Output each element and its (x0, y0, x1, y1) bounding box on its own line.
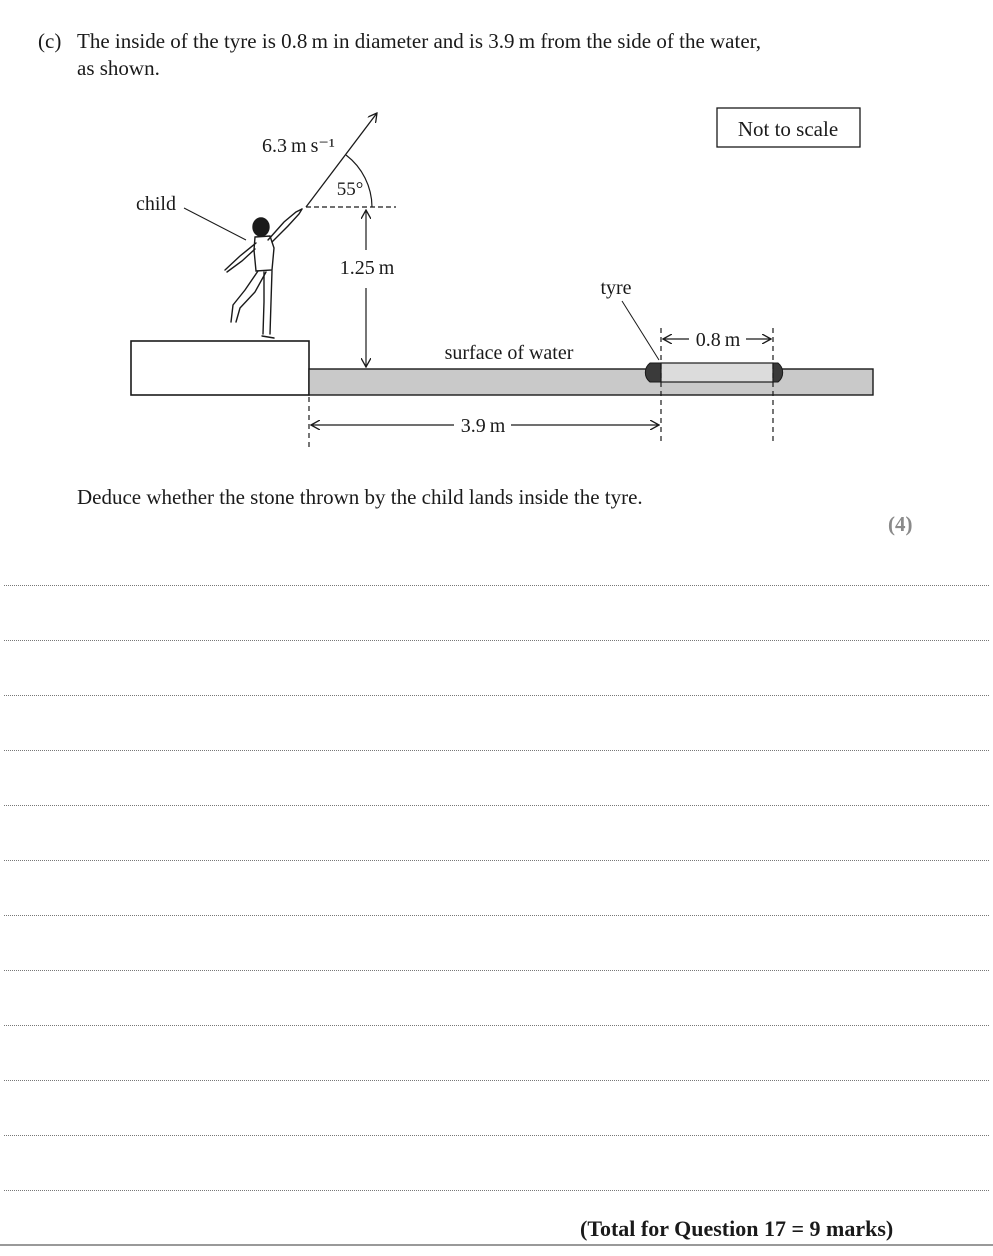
answer-line-7[interactable] (4, 915, 989, 916)
child-label: child (136, 193, 176, 215)
answer-line-10[interactable] (4, 1080, 989, 1081)
tyre (645, 363, 782, 382)
water-label: surface of water (444, 342, 574, 364)
tyre-diameter-label: 0.8 m (695, 329, 741, 351)
tyre-pointer-line (622, 301, 659, 360)
projectile-diagram (0, 95, 993, 455)
question-part-label: (c) (38, 29, 62, 53)
bank (131, 341, 309, 395)
total-marks-footer: (Total for Question 17 = 9 marks) (580, 1216, 894, 1241)
height-label: 1.25 m (339, 257, 395, 279)
answer-line-9[interactable] (4, 1025, 989, 1026)
child-figure (225, 209, 302, 338)
question-text-line-1: The inside of the tyre is 0.8 m in diameter and is 3.9 m from the side of the water, (77, 29, 762, 53)
answer-line-8[interactable] (4, 970, 989, 971)
answer-line-11[interactable] (4, 1135, 989, 1136)
water (309, 369, 873, 395)
speed-label: 6.3 m s⁻¹ (262, 135, 335, 157)
answer-line-1[interactable] (4, 585, 989, 586)
question-text-line-2: as shown. (77, 56, 160, 80)
not-to-scale-label: Not to scale (737, 117, 839, 141)
tyre-label: tyre (600, 277, 632, 299)
answer-line-5[interactable] (4, 805, 989, 806)
angle-label: 55° (336, 179, 364, 200)
answer-line-2[interactable] (4, 640, 989, 641)
answer-line-12[interactable] (4, 1190, 989, 1191)
distance-label: 3.9 m (460, 415, 506, 437)
marks-label: (4) (888, 512, 913, 536)
child-pointer-line (184, 208, 246, 240)
answer-line-3[interactable] (4, 695, 989, 696)
instruction-text: Deduce whether the stone thrown by the child lands inside the tyre. (77, 485, 643, 509)
answer-line-4[interactable] (4, 750, 989, 751)
bottom-rule (0, 1244, 993, 1246)
answer-line-6[interactable] (4, 860, 989, 861)
